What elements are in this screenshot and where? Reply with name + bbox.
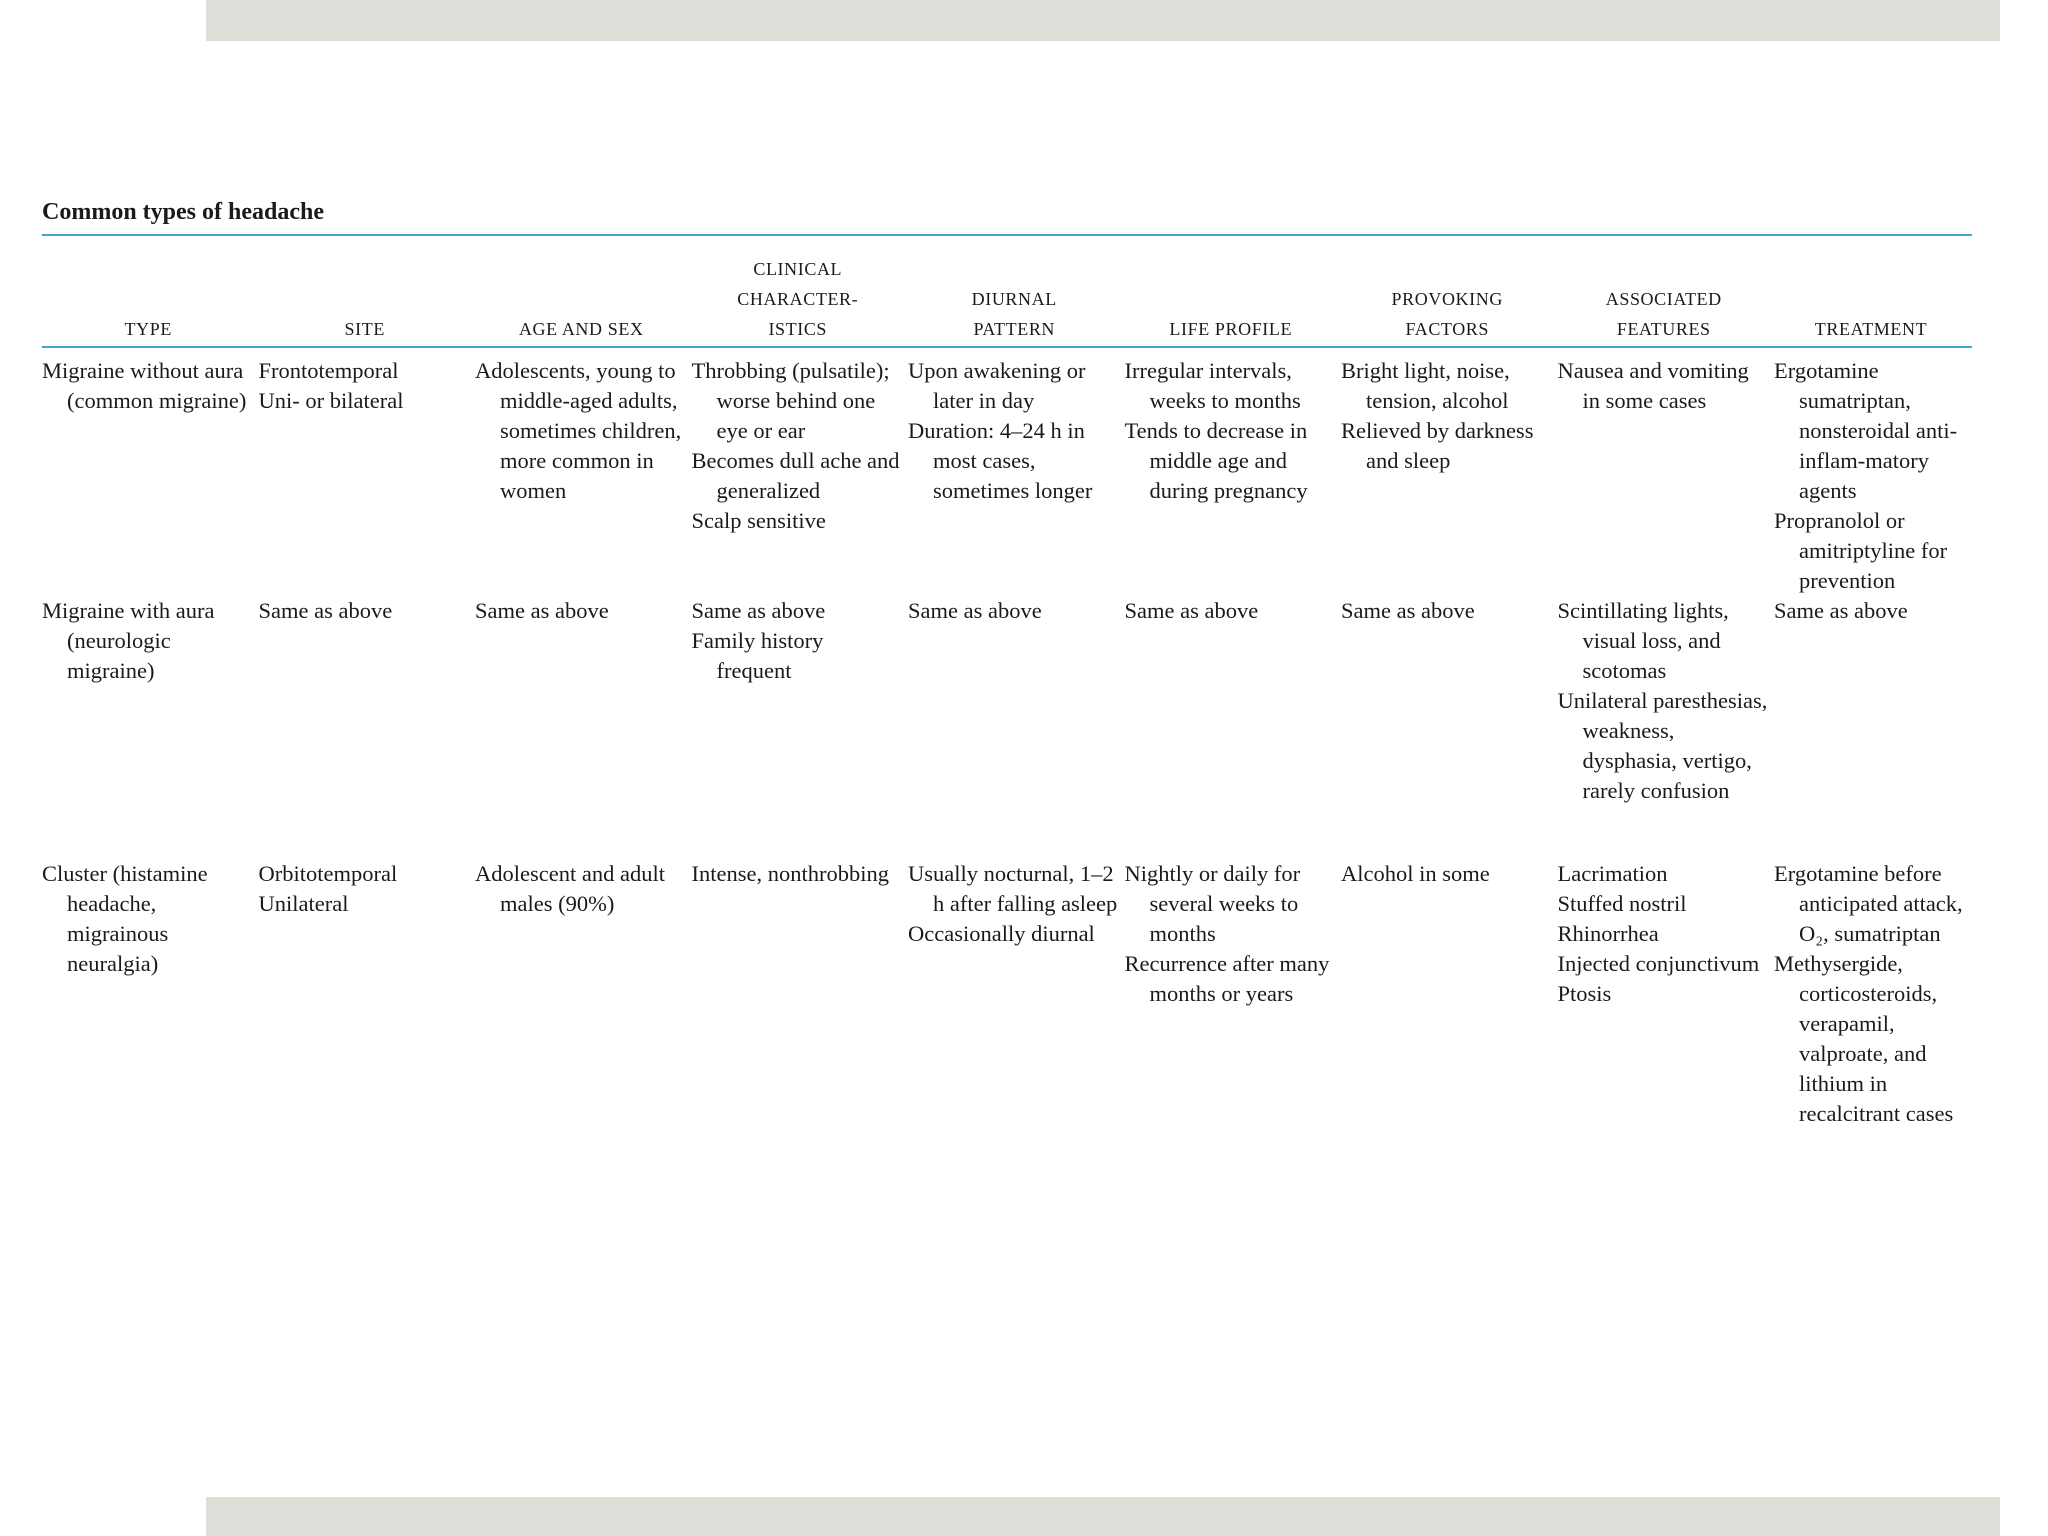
cell-diurnal-pattern: Usually nocturnal, 1–2 h after falling asleep Occasionally diurnal: [908, 861, 1120, 946]
header-associated-features: ASSOCIATED FEATURES: [1558, 254, 1775, 347]
table-row: [42, 347, 1972, 596]
cell-provoking-factors: Bright light, noise, tension, alcohol Relieved by darkness and sleep: [1341, 358, 1540, 473]
cell-diurnal-pattern: Same as above: [908, 598, 1042, 623]
cell-treatment: Same as above: [1774, 598, 1908, 623]
header-age-and-sex: AGE AND SEX: [475, 254, 692, 347]
cell-clinical-characteristics: Throbbing (pulsatile); worse behind one eye or ear Becomes dull ache and generalized Scalp sensitive: [691, 358, 906, 533]
header-life-profile: LIFE PROFILE: [1125, 254, 1342, 347]
cell-clinical-characteristics: Same as above Family history frequent: [691, 598, 830, 683]
cell-age-and-sex: Same as above: [475, 598, 609, 623]
cell-associated-features: Lacrimation Stuffed nostril Rhinorrhea Injected conjunctivum Ptosis: [1557, 861, 1760, 1006]
cell-clinical-characteristics: Intense, nonthrobbing: [691, 861, 889, 886]
cell-site: Orbitotemporal Unilateral: [258, 861, 398, 916]
cell-life-profile: Nightly or daily for several weeks to months Recurrence after many months or years: [1124, 861, 1335, 1006]
slide-top-band: [206, 0, 2000, 41]
header-clinical-characteristics: CLINICAL CHARACTER- ISTICS: [692, 254, 909, 347]
header-provoking-factors: PROVOKING FACTORS: [1341, 254, 1558, 347]
cell-life-profile: Same as above: [1124, 598, 1259, 623]
header-treatment: TREATMENT: [1774, 254, 1972, 347]
cell-age-and-sex: Adolescent and adult males (90%): [475, 861, 671, 916]
cell-associated-features: Nausea and vomiting in some cases: [1557, 358, 1755, 413]
headache-table-figure: [42, 196, 1972, 1129]
header-diurnal-pattern: DIURNAL PATTERN: [908, 254, 1125, 347]
table-row: [42, 859, 1972, 1129]
table-row: [42, 596, 1972, 859]
cell-type: Cluster (histamine headache, migrainous neuralgia): [42, 861, 214, 976]
cell-type: Migraine without aura (common migraine): [42, 358, 249, 413]
cell-age-and-sex: Adolescents, young to middle-aged adults, sometimes children, more common in women: [475, 358, 687, 503]
cell-type: Migraine with aura (neurologic migraine): [42, 598, 221, 683]
table-title: Common types of headache: [42, 199, 324, 225]
cell-provoking-factors: Alcohol in some: [1341, 861, 1490, 886]
cell-treatment: Ergotamine sumatriptan, nonsteroidal anti-inflam-matory agents Propranolol or amitriptyline for prevention: [1774, 358, 1958, 593]
slide-bottom-band: [206, 1497, 2000, 1536]
cell-life-profile: Irregular intervals, weeks to months Tends to decrease in middle age and during pregnancy: [1124, 358, 1313, 503]
cell-site: Frontotemporal Uni- or bilateral: [258, 358, 404, 413]
cell-site: Same as above: [258, 598, 393, 623]
cell-associated-features: Scintillating lights, visual loss, and scotomas Unilateral paresthesias, weakness, dysphasia, vertigo, rarely confusion: [1557, 598, 1774, 803]
header-row: [42, 254, 1972, 347]
title-rule: [42, 234, 1972, 236]
header-type: TYPE: [42, 254, 259, 347]
cell-treatment: Ergotamine before anticipated attack, O₂, sumatriptan Methysergide, corticosteroids, verapamil, valproate, and lithium in recalcitrant cases: [1774, 861, 1969, 1126]
header-site: SITE: [259, 254, 476, 347]
headache-types-table: [42, 254, 1972, 1129]
cell-provoking-factors: Same as above: [1341, 598, 1475, 623]
cell-diurnal-pattern: Upon awakening or later in day Duration: 4–24 h in most cases, sometimes longer: [908, 358, 1093, 503]
